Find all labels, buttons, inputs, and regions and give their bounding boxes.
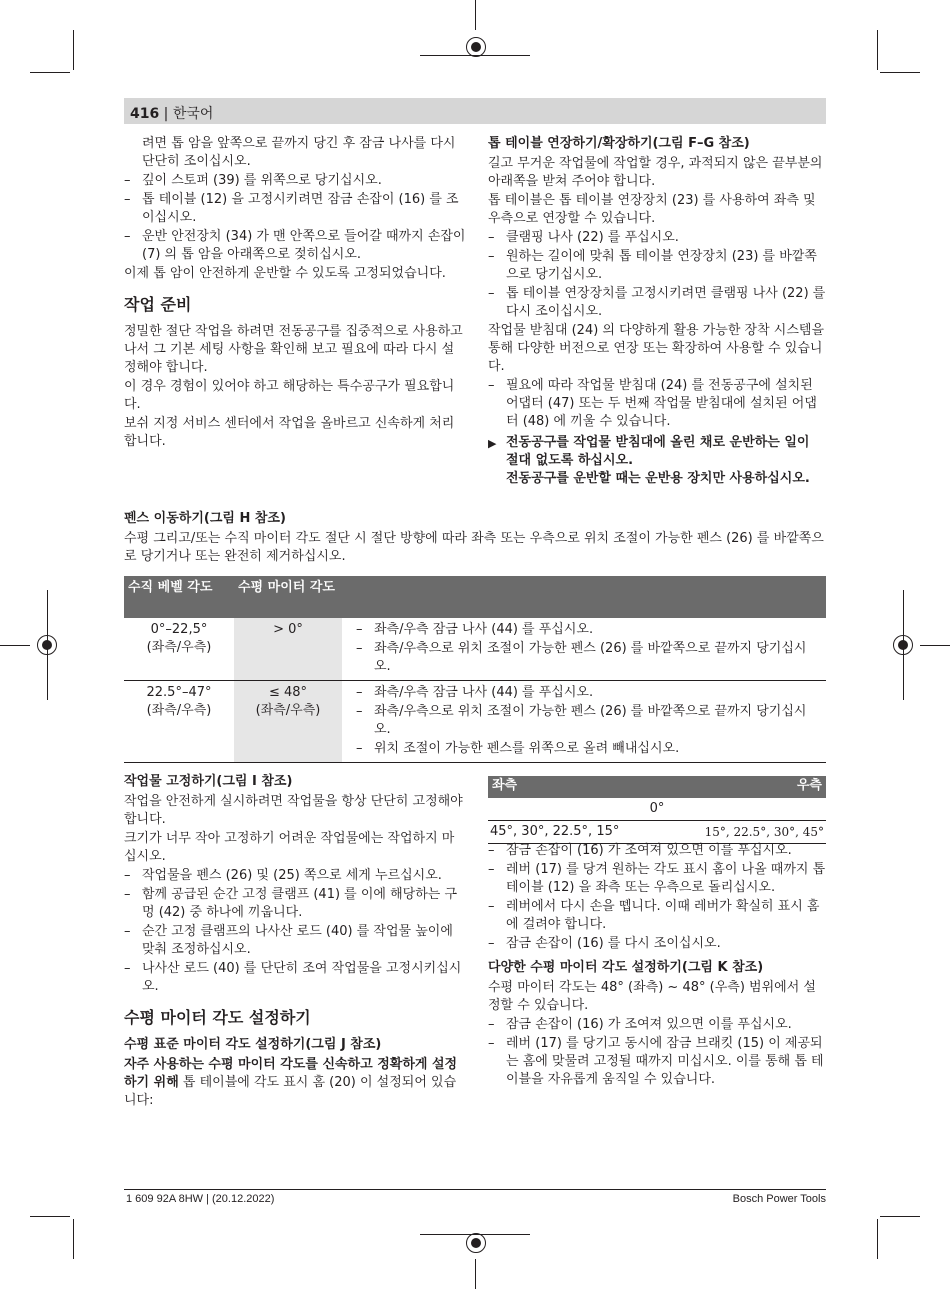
page-number: 416	[130, 106, 160, 122]
table-cell: 15°, 22.5°, 30°, 45°	[704, 825, 824, 839]
list-item: – 원하는 길이에 맞춰 톱 테이블 연장장치 (23) 를 바깥쪽으로 당기십시오.	[488, 248, 826, 284]
list-item: – 작업물을 펜스 (26) 및 (25) 쪽으로 세게 누르십시오.	[124, 867, 466, 885]
crop-mark	[73, 30, 74, 70]
angle-table	[488, 776, 826, 844]
list-item: – 위치 조절이 가능한 펜스를 위쪽으로 올려 빼내십시오.	[356, 740, 820, 758]
registration-mark-icon	[37, 635, 57, 655]
paragraph: 수평 마이터 각도는 48° (좌측) ~ 48° (우측) 범위에서 설정할 수 있습니다.	[488, 980, 816, 1013]
list-item: – 레버 (17) 를 당기고 동시에 잠금 브래킷 (15) 이 제공되는 홈에 맞물려 고정될 때까지 미십시오. 이를 통해 톱 테이블을 자유롭게 움직일 수 있습니다.	[488, 1035, 826, 1089]
warning-text: 전동공구를 운반할 때는 운반용 장치만 사용하십시오.	[506, 471, 810, 486]
registration-mark-icon	[466, 37, 486, 57]
list-item: – 나사산 로드 (40) 를 단단히 조여 작업물을 고정시키십시오.	[124, 960, 466, 996]
table-cell: 45°, 30°, 22.5°, 15°	[490, 824, 620, 839]
right-column	[488, 135, 826, 491]
list-item: – 잠금 손잡이 (16) 가 조여져 있으면 이를 푸십시오.	[488, 1016, 826, 1034]
subsection-heading: 톱 테이블 연장하기/확장하기(그림 F–G 참조)	[488, 136, 750, 151]
crop-mark	[30, 72, 70, 73]
crop-mark	[475, 1259, 476, 1289]
fence-section	[124, 510, 826, 567]
table-cell: (좌측/우측)	[146, 703, 212, 718]
list-item: – 좌측/우측 잠금 나사 (44) 를 푸십시오.	[356, 684, 820, 702]
crop-mark	[880, 72, 920, 73]
paragraph: 정밀한 절단 작업을 하려면 전동공구를 집중적으로 사용하고 나서 그 기본 세팅 사항을 확인해 보고 필요에 따라 다시 설정해야 합니다.	[124, 324, 463, 375]
paragraph: 이제 톱 암이 안전하게 운반할 수 있도록 고정되었습니다.	[124, 266, 446, 281]
paragraph	[124, 1056, 466, 1110]
paragraph: 작업물 받침대 (24) 의 다양하게 활용 가능한 장착 시스템을 통해 다양한 버전으로 연장 또는 확장하여 사용할 수 있습니다.	[488, 323, 825, 374]
subsection-heading: 작업물 고정하기(그림 I 참조)	[124, 774, 293, 789]
list-item: – 필요에 따라 작업물 받침대 (24) 를 전동공구에 설치된 어댑터 (47) 또는 두 번째 작업물 받침대에 설치된 어댑터 (48) 에 끼울 수 있습니다.	[488, 377, 826, 431]
crop-mark	[920, 645, 950, 646]
table-header	[488, 776, 826, 798]
paragraph: 수평 그리고/또는 수직 마이터 각도 절단 시 절단 방향에 따라 좌측 또는 우측으로 위치 조절이 가능한 펜스 (26) 를 바깥쪽으로 당기거나 또는 완전히 제거하십시오.	[124, 531, 824, 564]
table-row: 0°	[488, 798, 826, 821]
angle-section	[488, 842, 826, 1090]
list-item: – 톱 테이블 연장장치를 고정시키려면 클램핑 나사 (22) 를 다시 조이십시오.	[488, 285, 826, 321]
crop-mark	[880, 1216, 920, 1217]
list-item: – 잠금 손잡이 (16) 를 다시 조이십시오.	[488, 935, 826, 953]
warning-text: ▶ 전동공구를 작업물 받침대에 올린 채로 운반하는 일이 절대 없도록 하십시오.	[506, 435, 810, 468]
bold-text: 자주 사용하는 수평 마이터 각도를 신속하고 정확하게 설정하기 위해	[124, 1057, 458, 1090]
list-item: – 레버에서 다시 손을 뗍니다. 이때 레버가 확실히 표시 홈에 걸려야 합니다.	[488, 898, 826, 934]
table-row	[124, 681, 826, 763]
table-cell: 0°–22,5°	[150, 622, 208, 637]
paragraph: 보쉬 지정 서비스 센터에서 작업을 올바르고 신속하게 처리합니다.	[124, 416, 455, 449]
table-cell: (좌측/우측)	[255, 703, 321, 718]
table-cell: (좌측/우측)	[146, 640, 212, 655]
subsection-heading: 수평 표준 마이터 각도 설정하기(그림 J 참조)	[124, 1037, 382, 1052]
crop-mark	[73, 1219, 74, 1259]
table-cell: > 0°	[273, 622, 303, 637]
crop-mark	[877, 30, 878, 70]
table-header	[124, 576, 826, 618]
paragraph: 작업을 안전하게 실시하려면 작업물을 항상 단단히 고정해야 합니다.	[124, 794, 463, 827]
registration-mark-icon	[893, 635, 913, 655]
registration-mark-icon	[466, 1233, 486, 1253]
page-header: 416 | 한국어	[130, 106, 214, 122]
column-header: 좌측	[492, 778, 518, 793]
crop-mark	[0, 645, 30, 646]
paragraph: 톱 테이블은 톱 테이블 연장장치 (23) 를 사용하여 좌측 및 우측으로 연장할 수 있습니다.	[488, 193, 816, 226]
paragraph: 이 경우 경험이 있어야 하고 해당하는 특수공구가 필요합니다.	[124, 379, 455, 412]
paragraph: 크기가 너무 작아 고정하기 어려운 작업물에는 작업하지 마십시오.	[124, 831, 455, 864]
footer-divider	[124, 1189, 826, 1190]
table-cell: 22.5°–47°	[146, 685, 212, 700]
crop-mark	[475, 0, 476, 30]
section-heading: 작업 준비	[124, 295, 192, 314]
list-item: – 깊이 스토퍼 (39) 를 위쪽으로 당기십시오.	[124, 172, 466, 190]
table-cell: ≤ 48°	[268, 685, 308, 700]
column-header: 수직 베벨 각도	[128, 580, 213, 595]
list-item: – 레버 (17) 를 당겨 원하는 각도 표시 홈이 나올 때까지 톱 테이블 (12) 을 좌측 또는 우측으로 돌리십시오.	[488, 861, 826, 897]
list-item: – 함께 공급된 순간 고정 클램프 (41) 를 이에 해당하는 구멍 (42) 중 하나에 끼웁니다.	[124, 886, 466, 922]
list-item: – 클램핑 나사 (22) 를 푸십시오.	[488, 229, 826, 247]
warning-note	[488, 434, 826, 488]
subsection-heading: 펜스 이동하기(그림 H 참조)	[124, 511, 286, 526]
subsection-heading: 다양한 수평 마이터 각도 설정하기(그림 K 참조)	[488, 960, 764, 975]
footer-doc-id: 1 609 92A 8HW | (20.12.2022)	[126, 1193, 275, 1205]
column-header: 우측	[796, 778, 822, 793]
column-header: 수평 마이터 각도	[238, 580, 335, 595]
table-row	[124, 618, 826, 681]
list-item: – 운반 안전장치 (34) 가 맨 안쪽으로 들어갈 때까지 손잡이 (7) 의 톱 암을 아래쪽으로 젖히십시오.	[124, 228, 466, 264]
list-item: – 순간 고정 클램프의 나사산 로드 (40) 를 작업물 높이에 맞춰 조정하십시오.	[124, 923, 466, 959]
list-item: – 잠금 손잡이 (16) 가 조여져 있으면 이를 푸십시오.	[488, 842, 826, 860]
left-column	[124, 135, 466, 452]
paragraph: 려면 톱 암을 앞쪽으로 끝까지 당긴 후 잠금 나사를 다시 단단히 조이십시오.	[142, 136, 456, 169]
crop-mark	[30, 1216, 70, 1217]
paragraph: 길고 무거운 작업물에 작업할 경우, 과적되지 않은 끝부분의 아래쪽을 받쳐 주어야 합니다.	[488, 156, 823, 189]
list-item: – 톱 테이블 (12) 을 고정시키려면 잠금 손잡이 (16) 를 조이십시오.	[124, 191, 466, 227]
clamp-section	[124, 773, 466, 1111]
crop-mark	[877, 1219, 878, 1259]
text: 톱 테이블에 각도 표시 홈 (20) 이 설정되어 있습니다:	[124, 1075, 457, 1108]
list-item: – 좌측/우측 잠금 나사 (44) 를 푸십시오.	[356, 621, 820, 639]
table-row	[488, 821, 826, 844]
footer-brand: Bosch Power Tools	[732, 1193, 826, 1205]
header-bar	[124, 98, 826, 124]
fence-table	[124, 576, 826, 763]
list-item: – 좌측/우측으로 위치 조절이 가능한 펜스 (26) 를 바깥쪽으로 끝까지 당기십시오.	[356, 640, 820, 676]
section-heading: 수평 마이터 각도 설정하기	[124, 1008, 311, 1027]
page-language: 한국어	[172, 106, 214, 122]
list-item: – 좌측/우측으로 위치 조절이 가능한 펜스 (26) 를 바깥쪽으로 끝까지 당기십시오.	[356, 703, 820, 739]
